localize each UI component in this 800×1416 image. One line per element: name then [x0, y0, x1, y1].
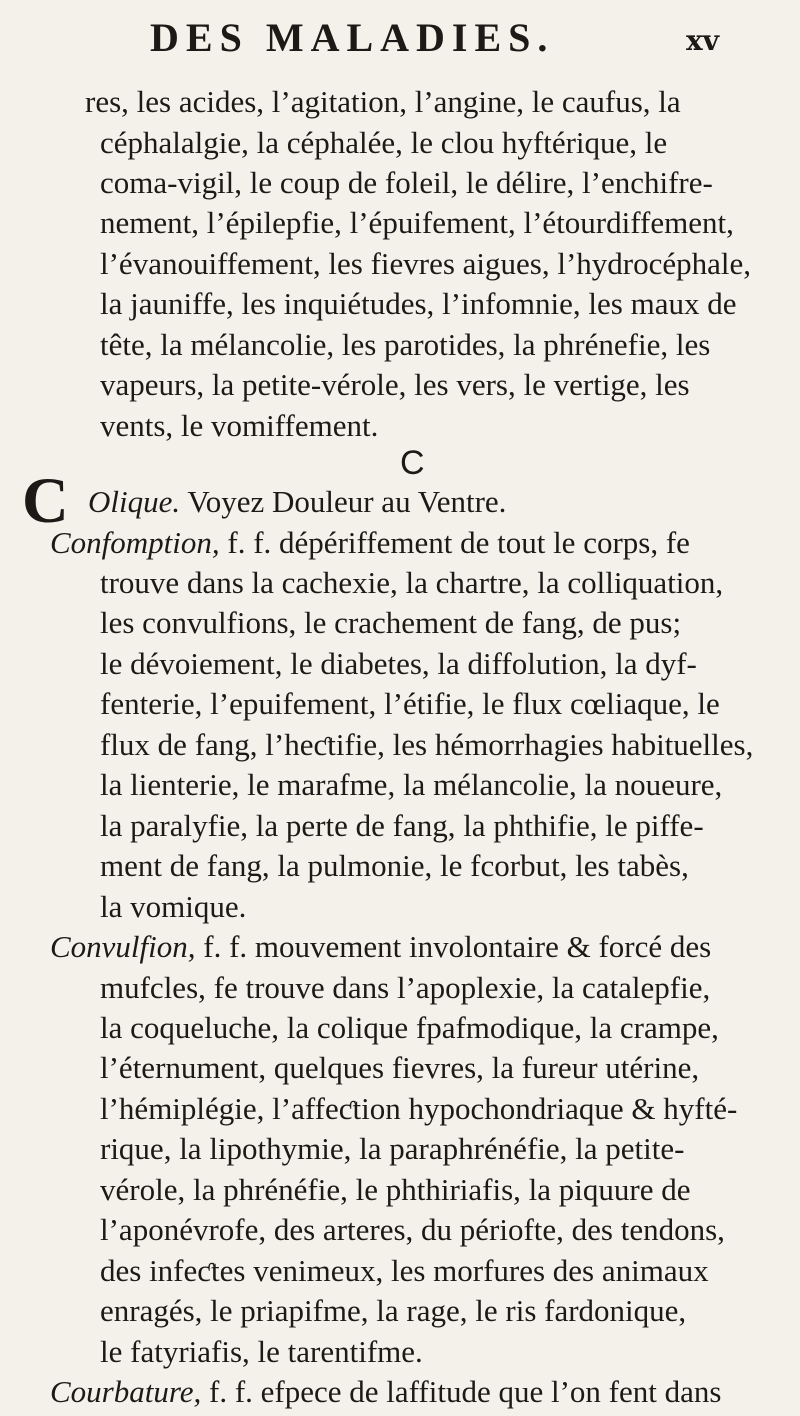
page-number: xv [686, 24, 719, 57]
entry-headword: Confomption, [50, 524, 220, 560]
entry-confomption: Confomption, f. f. dépériffement de tout le corps, fe [50, 524, 690, 560]
text-line: vapeurs, la petite-vérole, les vers, le vertige, les [100, 367, 690, 403]
text-line: l’hémiplégie, l’affeƈtion hypochondriaque & hyfté- [100, 1090, 738, 1126]
text-line: res, les acides, l’agitation, l’angine, le caufus, la [85, 84, 681, 119]
entry-courbature: Courbature, f. f. efpece de laffitude que l’on fent dans [50, 1374, 722, 1409]
text-line: tête, la mélancolie, les parotides, la phrénefie, les [100, 326, 711, 362]
text-line: ment de fang, la pulmonie, le fcorbut, les tabès, [100, 848, 689, 884]
text-line: enragés, le priapifme, la rage, le ris fardonique, [100, 1293, 687, 1329]
text-line: la paralyfie, la perte de fang, la phthifie, le piffe- [100, 807, 704, 843]
entry-headword: Olique. [88, 484, 181, 520]
text-line: la vomique. [100, 888, 247, 924]
text-line: la coqueluche, la colique fpafmodique, la crampe, [100, 1009, 719, 1045]
text-line: l’aponévrofe, des arteres, du périofte, des tendons, [100, 1212, 725, 1248]
text-line: des infeƈtes venimeux, les morfures des animaux [100, 1252, 709, 1288]
text-line: fenterie, l’epuifement, l’étifie, le flux cœliaque, le [100, 686, 720, 722]
text-line: flux de fang, l’heƈtifie, les hémorrhagies habituelles, [100, 726, 754, 762]
text-line: trouve dans la cachexie, la chartre, la colliquation, [100, 565, 724, 600]
text-line: mufcles, fe trouve dans l’apoplexie, la catalepfie, [100, 969, 711, 1005]
text-line: rique, la lipothymie, la paraphrénéfie, la petite- [100, 1131, 685, 1167]
page-header [0, 10, 800, 70]
text-line: l’éternument, quelques fievres, la fureur utérine, [100, 1050, 700, 1086]
section-letter: C [400, 444, 425, 483]
text-line: vents, le vomiffement. [100, 407, 379, 443]
text-line: céphalalgie, la céphalée, le clou hyftérique, le [100, 124, 668, 160]
running-title: DES MALADIES. [150, 15, 555, 60]
text-line: l’évanouiffement, les fievres aigues, l’hydrocéphale, [100, 245, 752, 281]
entry-convulfion: Convulfion, f. f. mouvement involontaire & forcé des [50, 929, 712, 964]
text-line: le dévoiement, le diabetes, la diffolution, la dyf- [100, 645, 697, 681]
text-line: la jauniffe, les inquiétudes, l’infomnie, les maux de [100, 286, 737, 322]
text-line: nement, l’épilepfie, l’épuifement, l’étourdiffement, [100, 205, 734, 241]
drop-cap: C [22, 463, 69, 536]
entry-colique: Olique. Voyez Douleur au Ventre. [88, 484, 507, 520]
text-line: les convulfions, le crachement de fang, de pus; [100, 605, 682, 641]
entry-headword: Courbature, [50, 1374, 202, 1409]
text-line: le fatyriafis, le tarentifme. [100, 1333, 423, 1369]
text-line: la lienterie, le marafme, la mélancolie, la noueure, [100, 767, 723, 803]
entry-headword: Convulfion, [50, 929, 196, 964]
text-line: vérole, la phrénéfie, le phthiriafis, la piquure de [100, 1171, 691, 1207]
text-line: coma-vigil, le coup de foleil, le délire, l’enchifre- [100, 164, 713, 200]
